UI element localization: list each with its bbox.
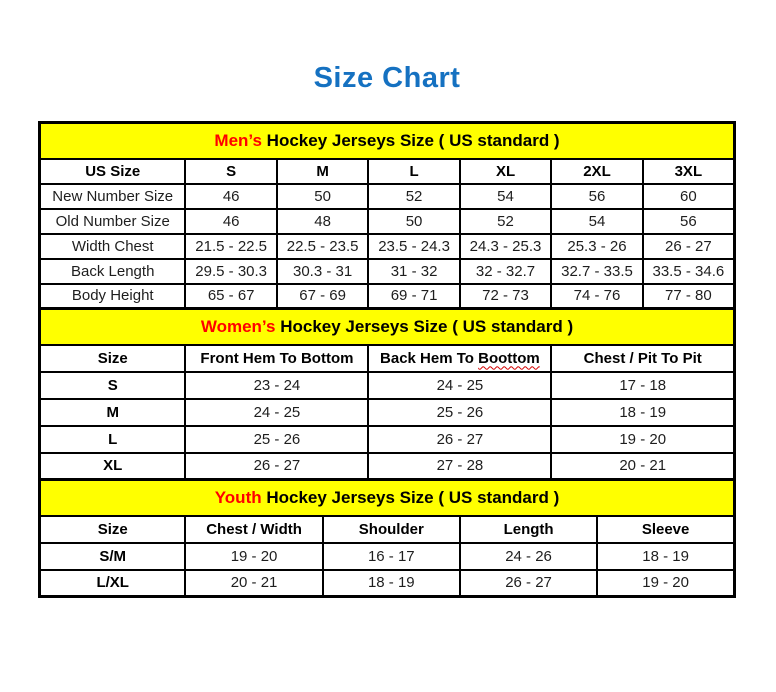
mens-row-label-cell: Width Chest: [40, 234, 186, 259]
youth-band-accent-text: Youth: [214, 487, 262, 507]
youth-column-header-1: Chest / Width: [185, 516, 322, 543]
youth-value-cell: 19 - 20: [185, 543, 322, 570]
mens-value-cell: 46: [185, 209, 276, 234]
mens-value-cell: 30.3 - 31: [277, 259, 368, 284]
mens-value-cell: 22.5 - 23.5: [277, 234, 368, 259]
womens-value-cell: 17 - 18: [551, 372, 734, 399]
youth-column-header-2: Shoulder: [323, 516, 460, 543]
mens-value-cell: 31 - 32: [368, 259, 459, 284]
youth-value-cell: 26 - 27: [460, 570, 597, 597]
mens-table-row-2: [40, 234, 735, 259]
mens-value-cell: 48: [277, 209, 368, 234]
youth-value-cell: 16 - 17: [323, 543, 460, 570]
size-chart-tables: [38, 121, 736, 598]
mens-header-row: [40, 159, 735, 184]
womens-table-row-1: [40, 399, 735, 426]
womens-table-row-0: [40, 372, 735, 399]
womens-row-label-cell: M: [40, 399, 186, 426]
mens-table-row-3: [40, 259, 735, 284]
womens-band-row: [40, 309, 735, 345]
womens-table-row-2: [40, 426, 735, 453]
mens-column-header-5: 2XL: [551, 159, 642, 184]
youth-table-row-0: [40, 543, 735, 570]
womens-value-cell: 24 - 25: [185, 399, 368, 426]
womens-column-header-3: Chest / Pit To Pit: [551, 345, 734, 372]
womens-value-cell: 25 - 26: [185, 426, 368, 453]
mens-value-cell: 24.3 - 25.3: [460, 234, 551, 259]
mens-band-row: [40, 123, 735, 159]
womens-size-table: [38, 307, 736, 481]
youth-column-header-3: Length: [460, 516, 597, 543]
mens-column-header-2: M: [277, 159, 368, 184]
mens-value-cell: 26 - 27: [643, 234, 735, 259]
page-title: Size Chart: [313, 62, 461, 94]
mens-band-accent-text: Men’s: [214, 130, 262, 150]
womens-value-cell: 19 - 20: [551, 426, 734, 453]
youth-column-header-0: Size: [40, 516, 186, 543]
mens-value-cell: 54: [460, 184, 551, 209]
mens-column-header-3: L: [368, 159, 459, 184]
womens-value-cell: 26 - 27: [185, 453, 368, 480]
youth-band-title: Youth Hockey Jerseys Size ( US standard ): [40, 480, 735, 516]
mens-value-cell: 69 - 71: [368, 284, 459, 309]
womens-header-row: [40, 345, 735, 372]
mens-row-label-cell: New Number Size: [40, 184, 186, 209]
womens-band-accent-text: Women’s: [200, 316, 276, 336]
womens-row-label-cell: L: [40, 426, 186, 453]
womens-value-cell: 27 - 28: [368, 453, 551, 480]
mens-value-cell: 77 - 80: [643, 284, 735, 309]
youth-value-cell: 20 - 21: [185, 570, 322, 597]
womens-row-label-cell: XL: [40, 453, 186, 480]
mens-column-header-1: S: [185, 159, 276, 184]
mens-value-cell: 33.5 - 34.6: [643, 259, 735, 284]
mens-value-cell: 52: [368, 184, 459, 209]
youth-value-cell: 18 - 19: [323, 570, 460, 597]
womens-value-cell: 24 - 25: [368, 372, 551, 399]
misspelled-word: Boottom: [478, 349, 540, 367]
mens-value-cell: 56: [643, 209, 735, 234]
mens-value-cell: 74 - 76: [551, 284, 642, 309]
youth-value-cell: 19 - 20: [597, 570, 734, 597]
mens-value-cell: 29.5 - 30.3: [185, 259, 276, 284]
mens-row-label-cell: Body Height: [40, 284, 186, 309]
mens-table-row-1: [40, 209, 735, 234]
mens-column-header-0: US Size: [40, 159, 186, 184]
youth-column-header-4: Sleeve: [597, 516, 734, 543]
mens-row-label-cell: Back Length: [40, 259, 186, 284]
womens-value-cell: 23 - 24: [185, 372, 368, 399]
mens-value-cell: 72 - 73: [460, 284, 551, 309]
mens-row-label-cell: Old Number Size: [40, 209, 186, 234]
mens-value-cell: 60: [643, 184, 735, 209]
mens-value-cell: 46: [185, 184, 276, 209]
mens-band-title: Men’s Hockey Jerseys Size ( US standard ): [40, 123, 735, 159]
mens-table-row-0: [40, 184, 735, 209]
mens-value-cell: 23.5 - 24.3: [368, 234, 459, 259]
mens-value-cell: 52: [460, 209, 551, 234]
mens-value-cell: 21.5 - 22.5: [185, 234, 276, 259]
mens-value-cell: 54: [551, 209, 642, 234]
mens-value-cell: 32 - 32.7: [460, 259, 551, 284]
mens-value-cell: 50: [368, 209, 459, 234]
youth-value-cell: 18 - 19: [597, 543, 734, 570]
womens-band-title: Women’s Hockey Jerseys Size ( US standard ): [40, 309, 735, 345]
youth-size-table: [38, 478, 736, 598]
youth-row-label-cell: L/XL: [40, 570, 186, 597]
mens-value-cell: 50: [277, 184, 368, 209]
womens-value-cell: 18 - 19: [551, 399, 734, 426]
mens-column-header-4: XL: [460, 159, 551, 184]
youth-band-row: [40, 480, 735, 516]
womens-table-row-3: [40, 453, 735, 480]
womens-value-cell: 20 - 21: [551, 453, 734, 480]
youth-value-cell: 24 - 26: [460, 543, 597, 570]
youth-header-row: [40, 516, 735, 543]
womens-column-header-2: Back Hem To Boottom: [368, 345, 551, 372]
mens-value-cell: 65 - 67: [185, 284, 276, 309]
womens-column-header-1: Front Hem To Bottom: [185, 345, 368, 372]
youth-table-row-1: [40, 570, 735, 597]
mens-value-cell: 32.7 - 33.5: [551, 259, 642, 284]
youth-row-label-cell: S/M: [40, 543, 186, 570]
womens-value-cell: 26 - 27: [368, 426, 551, 453]
mens-column-header-6: 3XL: [643, 159, 735, 184]
mens-size-table: [38, 121, 736, 310]
womens-column-header-0: Size: [40, 345, 186, 372]
mens-value-cell: 56: [551, 184, 642, 209]
womens-row-label-cell: S: [40, 372, 186, 399]
mens-value-cell: 67 - 69: [277, 284, 368, 309]
mens-value-cell: 25.3 - 26: [551, 234, 642, 259]
womens-value-cell: 25 - 26: [368, 399, 551, 426]
mens-table-row-4: [40, 284, 735, 309]
